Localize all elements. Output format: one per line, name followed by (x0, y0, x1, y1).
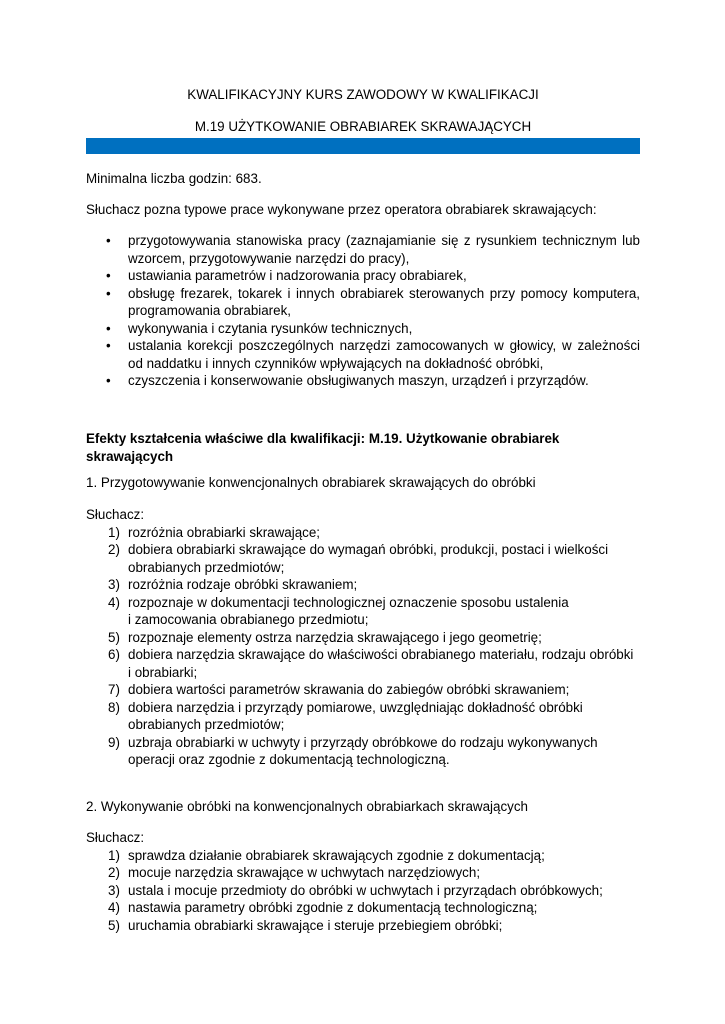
list-item: 2) dobiera obrabiarki skrawające do wymagań obróbki, produkcji, postaci i wielkości obrabianych przedmiotów; (108, 542, 609, 575)
list-item: 3) ustala i mocuje przedmioty do obróbki w uchwytach i przyrządach obróbkowych; (108, 882, 603, 898)
list-item: • czyszczenia i konserwowanie obsługiwanych maszyn, urządzeń i przyrządów. (106, 373, 589, 388)
list-item: 2) mocuje narzędzia skrawające w uchwytach narzędziowych; (108, 865, 481, 880)
list-item: 1) sprawdza działanie obrabiarek skrawających zgodnie z dokumentacją; (108, 847, 545, 863)
list-item: 1) rozróżnia obrabiarki skrawające; (108, 524, 321, 540)
section-1-title: 1. Przygotowywanie konwencjonalnych obrabiarek skrawających do obróbki (86, 475, 536, 490)
list-item: • wykonywania i czytania rysunków technicznych, (106, 320, 413, 336)
list-item: 3) rozróżnia rodzaje obróbki skrawaniem; (108, 577, 358, 592)
section-1-list (86, 524, 640, 769)
section-2-label: Słuchacz: (86, 830, 145, 845)
list-item: • obsługę frezarek, tokarek i innych obrabiarek sterowanych przy pomocy komputera, programowania obrabiarek, (106, 285, 640, 318)
section-2-list (86, 847, 640, 935)
section-2-title: 2. Wykonywanie obróbki na konwencjonalnych obrabiarkach skrawających (86, 799, 529, 814)
bullet-icon: • (106, 268, 111, 283)
header-color-bar (86, 138, 640, 154)
section-1-body (86, 506, 640, 769)
intro-text: Słuchacz pozna typowe prace wykonywane przez operatora obrabiarek skrawających: (86, 202, 597, 217)
bullet-icon: • (106, 320, 111, 336)
list-item: • ustalania korekcji poszczególnych narzędzi zamocowanych w głowicy, w zależności od naddatku i innych czynników wpływających na dokładność obróbki, (106, 338, 640, 371)
duties-list (86, 232, 640, 390)
list-item: 7) dobiera wartości parametrów skrawania do zabiegów obróbki skrawaniem; (108, 682, 570, 697)
qualification-title: M.19 UŻYTKOWANIE OBRABIAREK SKRAWAJĄCYCH (194, 119, 532, 134)
list-item: 5) uruchamia obrabiarki skrawające i steruje przebiegiem obróbki; (108, 917, 503, 933)
section-2-body (86, 829, 640, 934)
list-item: 9) uzbraja obrabiarki w uchwyty i przyrządy obróbkowe do rodzaju wykonywanych operacji oraz zgodnie z dokumentacją technologiczną. (108, 734, 598, 767)
bullet-icon: • (106, 285, 111, 301)
list-item: 4) nastawia parametry obróbki zgodnie z dokumentacją technologiczną; (108, 900, 538, 915)
effects-heading: Efekty kształcenia właściwe dla kwalifikacji: M.19. Użytkowanie obrabiarek skrawających (86, 431, 560, 464)
list-item: 4) rozpoznaje w dokumentacji technologicznej oznaczenie sposobu ustalenia i zamocowania obrabianego przedmiotu; (108, 594, 569, 627)
list-item: • ustawiania parametrów i nadzorowania pracy obrabiarek, (106, 268, 467, 283)
list-item: 5) rozpoznaje elementy ostrza narzędzia skrawającego i jego geometrię; (108, 629, 542, 645)
bullet-icon: • (106, 373, 111, 388)
min-hours-text: Minimalna liczba godzin: 683. (86, 171, 262, 186)
section-1-label: Słuchacz: (86, 507, 145, 522)
bullet-icon: • (106, 233, 111, 248)
list-item: 8) dobiera narzędzia i przyrządy pomiarowe, uwzględniając dokładność obróbki obrabianych przedmiotów; (108, 699, 583, 732)
list-item: • przygotowywania stanowiska pracy (zaznajamianie się z rysunkiem technicznym lub wzorcem, przygotowywanie narzędzi do pracy), (106, 233, 640, 266)
list-item: 6) dobiera narzędzia skrawające do właściwości obrabianego materiału, rodzaju obróbki i obrabiarki; (108, 647, 634, 680)
course-title: KWALIFIKACYJNY KURS ZAWODOWY W KWALIFIKACJI (187, 87, 539, 102)
bullet-icon: • (106, 338, 111, 353)
